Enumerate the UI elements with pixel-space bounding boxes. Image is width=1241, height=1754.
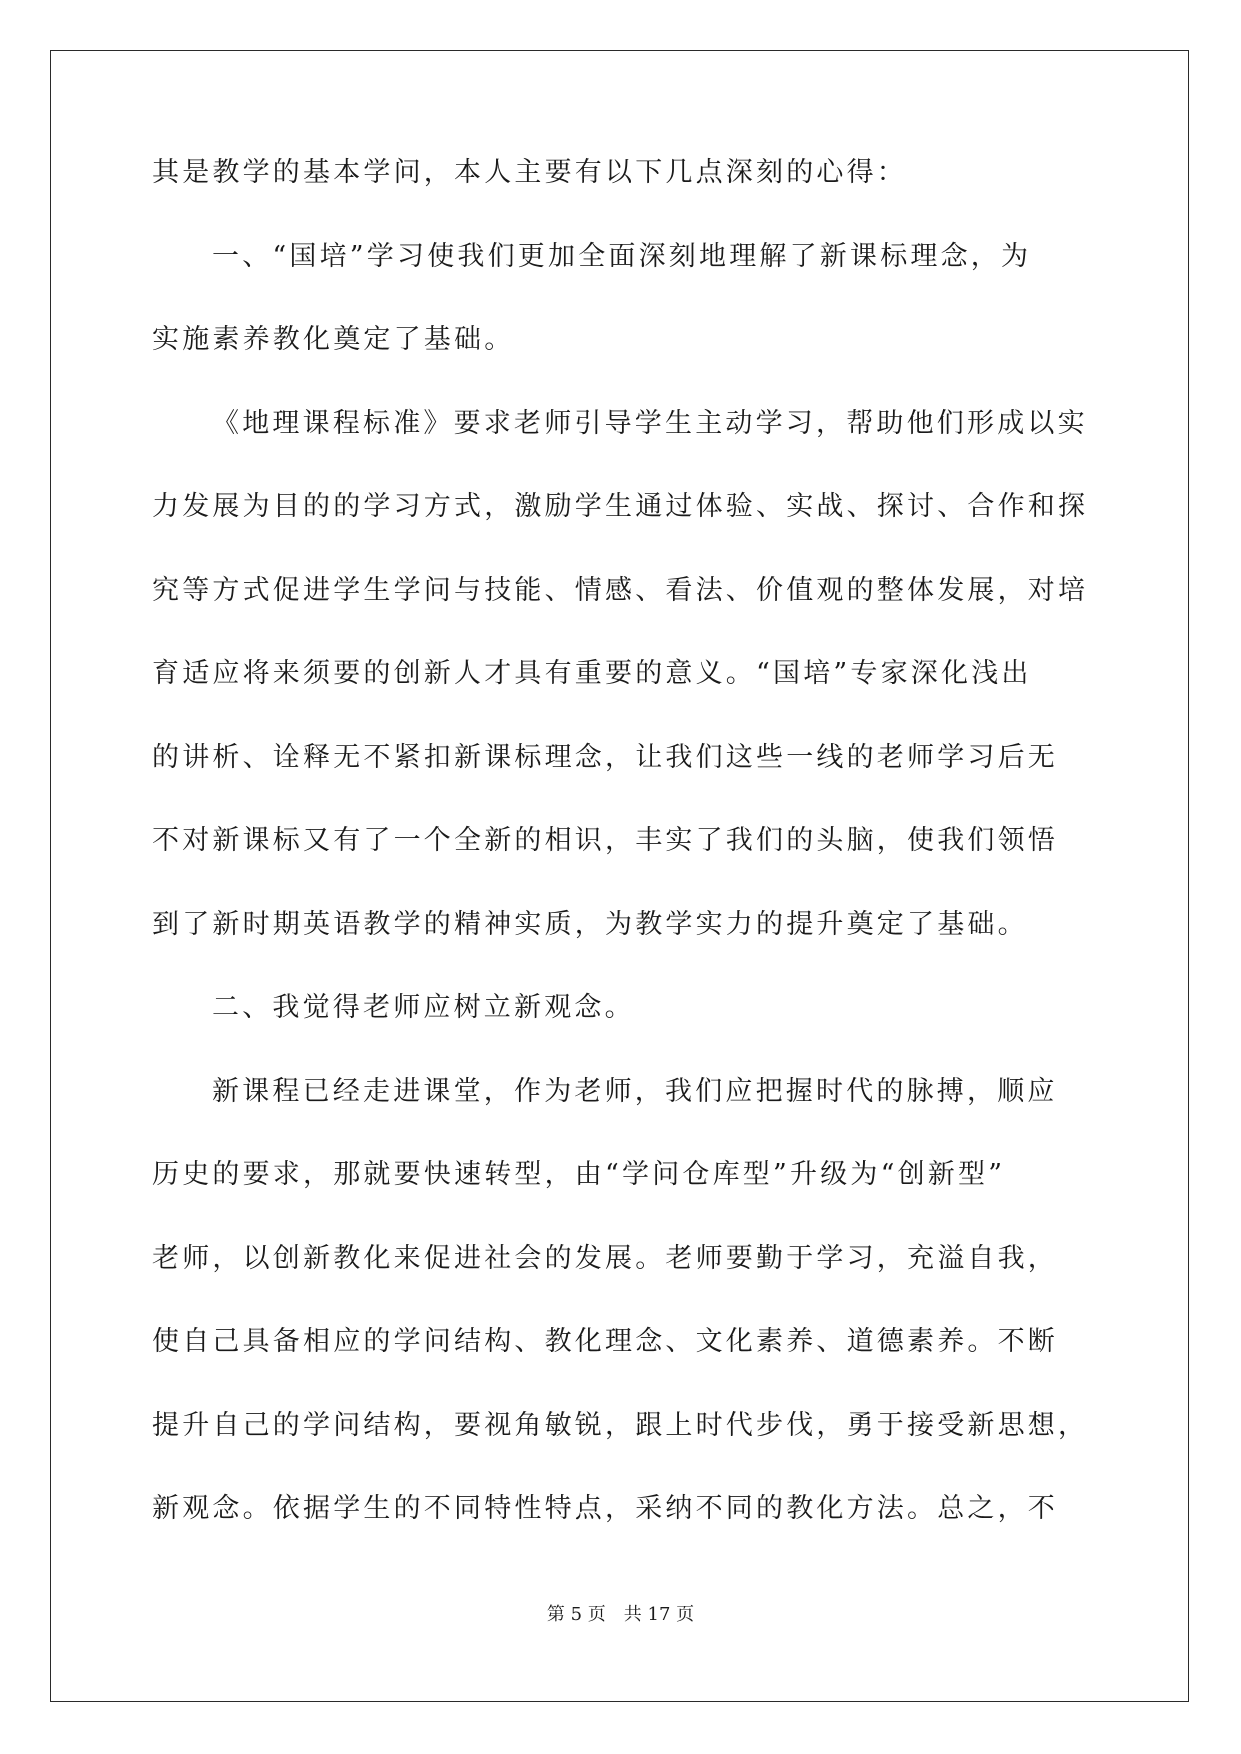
body-line-11: 二、我觉得老师应树立新观念。 [212,992,635,1023]
body-line-1: 其是教学的基本学问，本人主要有以下几点深刻的心得： [152,157,907,188]
body-line-10: 到了新时期英语教学的精神实质，为教学实力的提升奠定了基础。 [152,908,1028,940]
body-line-2: 一、“国培”学习使我们更加全面深刻地理解了新课标理念，为 [212,240,1032,272]
body-line-7: 育适应将来须要的创新人才具有重要的意义。“国培”专家深化浅出 [152,658,1032,689]
body-line-9: 不对新课标又有了一个全新的相识，丰实了我们的头脑，使我们领悟 [152,825,1058,856]
body-line-13: 历史的要求，那就要快速转型，由“学问仓库型”升级为“创新型” [152,1159,1006,1190]
body-line-8: 的讲析、诠释无不紧扣新课标理念，让我们这些一线的老师学习后无 [152,741,1058,773]
page-total: 共 17 页 [623,1604,695,1625]
page-footer [0,1600,1241,1626]
body-line-4: 《地理课程标准》要求老师引导学生主动学习，帮助他们形成以实 [212,407,1088,439]
body-line-5: 力发展为目的的学习方式，激励学生通过体验、实战、探讨、合作和探 [152,491,1089,522]
body-line-16: 提升自己的学问结构，要视角敏锐，跟上时代步伐，勇于接受新思想， [152,1409,1089,1441]
body-line-12: 新课程已经走进课堂，作为老师，我们应把握时代的脉搏，顺应 [212,1075,1058,1107]
document-body [152,154,1092,1574]
body-line-17: 新观念。依据学生的不同特性特点，采纳不同的教化方法。总之，不 [152,1493,1058,1524]
body-line-3: 实施素养教化奠定了基础。 [152,324,515,355]
page-number: 第 5 页 [546,1604,606,1625]
body-line-6: 究等方式促进学生学问与技能、情感、看法、价值观的整体发展，对培 [152,574,1089,606]
body-line-14: 老师，以创新教化来促进社会的发展。老师要勤于学习，充溢自我， [152,1242,1058,1274]
body-line-15: 使自己具备相应的学问结构、教化理念、文化素养、道德素养。不断 [152,1326,1058,1357]
